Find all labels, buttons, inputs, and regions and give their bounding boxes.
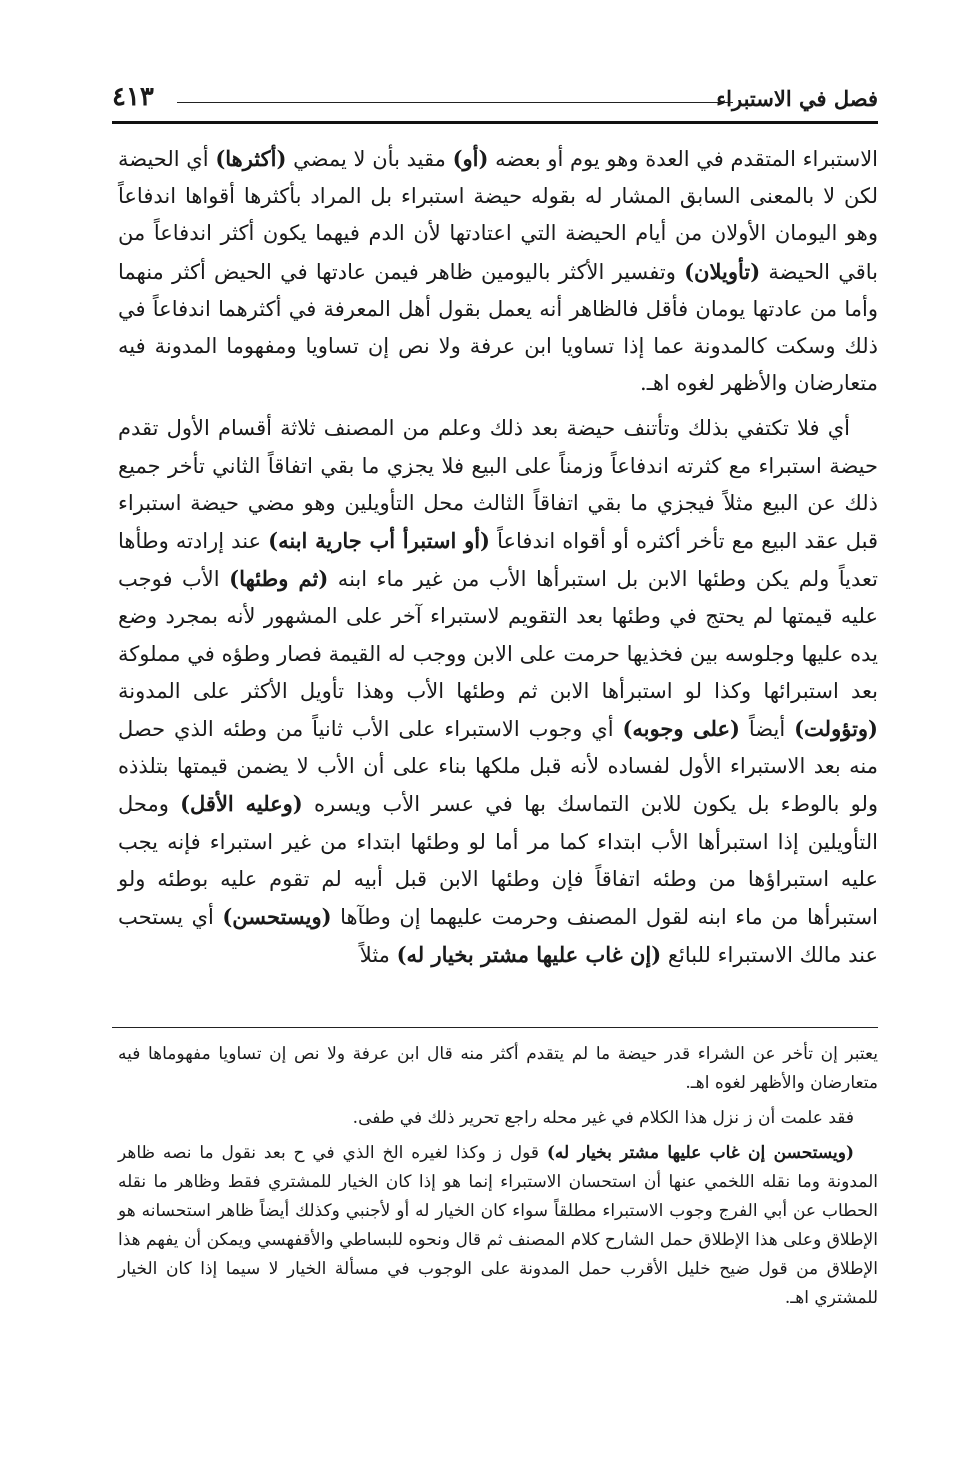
footnote-paragraph-2 xyxy=(118,1104,878,1133)
text-run: فقد علمت أن ز نزل هذا الكلام في غير محله راجع تحرير ذلك في طفى. xyxy=(352,1108,854,1128)
bold-term: (تأويلان) xyxy=(684,258,761,284)
text-run: وتفسير الأكثر باليومين ظاهر فيمن عادتها في الحيض أكثر منهما وأما من عادتها يومان فأقل فالظاهر أنه يعمل بقول أهل المعرفة في أكثرهما اندفاعاً في ذلك وسكت كالمدونة عما إذا تساويا ابن عرفة ولا نص إن تساويا ومفهوما المدونة فيه متعارضان والأظهر لغوه اهـ. xyxy=(118,259,878,396)
footnote-paragraph-1 xyxy=(118,1040,878,1098)
running-title: فصل في الاستبراء xyxy=(716,86,878,111)
bold-term: (أو) xyxy=(452,146,489,171)
text-run: الاستبراء المتقدم في العدة وهو يوم أو بعضه xyxy=(488,147,879,171)
bold-term: (أكثرها) xyxy=(215,146,287,171)
footnote-separator xyxy=(112,1027,878,1028)
bold-term: (ويستحسن إن غاب عليها مشتر بخيار له) xyxy=(546,1143,854,1163)
bold-term: (إن غاب عليها مشتر بخيار له) xyxy=(396,942,662,968)
text-run: يعتبر إن تأخر عن الشراء قدر حيضة ما لم يتقدم أكثر منه قال ابن عرفة ولا نص إن تساويا مفهوماها فيه متعارضان والأظهر لغوه اهـ. xyxy=(118,1044,878,1093)
text-run: مثلاً xyxy=(359,943,397,968)
bold-term: (على وجوبه) xyxy=(622,716,740,742)
page-number: ٤١٣ xyxy=(112,82,154,112)
text-run: أيضاً xyxy=(739,717,795,742)
bold-term: (وتؤولت) xyxy=(794,716,878,742)
text-run: أي وجوب الاستبراء على الأب ثانياً من وطئه الذي حصل منه بعد الاستبراء الأول لفساده لأنه قبل ملكها بناء على أن الأب لا يضمن قيمتها بتلذذه ولو بالوطء بل يكون للابن التماسك بها في عسر الأب ويسره xyxy=(118,717,878,817)
text-run: قول ز وكذا لغيره الخ الذي في ح بعد نقول ما نصه ظاهر المدونة وما نقله اللخمي عنها أن استحسان الاستبراء إنما هو إذا كان الخيار للمشتري فقط وظاهر ما نقله الحطاب عن أبي الفرج وجوب الاستبراء مطلقاً سواء كان الخيار له أو لأجنبي وكذلك أيضاً ظاهر استحسانه هو الإطلاق وعلى هذا الإطلاق حمل الشارح كلام المصنف ثم قال ونحوه للبساطي والأقفهسي ويمكن أن يفهم هذا الإطلاق من قول ضيح خليل الأقرب حمل المدونة على الوجوب في مسألة الخيار لا سيما إذا كان الخيار للمشتري اهـ. xyxy=(118,1143,878,1308)
main-text xyxy=(118,140,878,974)
footnote-paragraph-3 xyxy=(118,1139,878,1313)
main-paragraph-2 xyxy=(118,410,878,974)
text-run: أي فلا تكتفي بذلك وتأتنف حيضة بعد ذلك وعلم من المصنف ثلاثة أقسام الأول تقدم حيضة استبراء مع كثرته اندفاعاً وزمناً على البيع فلا يجزي ما بقي اتفاقاً الثاني تأخر جميع ذلك عن البيع مثلاً فيجزي ما بقي اتفاقاً الثالث محل التأويلين وهو مضي حيضة استبراء قبل عقد البيع مع تأخر أكثره أو أقواه اندفاعاً xyxy=(118,416,878,554)
text-run: الأب فوجب عليه قيمتها لم يحتج في وطئها بعد التقويم لاستبراء آخر على المشهور لأنه بمجرد وضع يده عليها وجلوسه بين فخذيها حرمت على الابن ووجب له القيمة فصار وطؤه في مملوكة بعد استبرائها وكذا لو استبرأها الابن ثم وطئها الأب وهذا تأويل الأكثر على المدونة xyxy=(118,567,878,703)
bold-term: (وعليه الأقل) xyxy=(180,791,303,817)
bold-term: (ثم وطئها) xyxy=(229,566,329,592)
bold-term: (ويستحسن) xyxy=(222,904,332,930)
text-run: أي الحيضة لكن لا بالمعنى السابق المشار له بقوله حيضة استبراء بل المراد بأكثرها أقواها اندفاعاً وهو اليومان الأولان من أيام الحيضة التي اعتادتها لأن الدم فيهما يكون أكثر اندفاعاً من باقي الحيضة xyxy=(118,147,878,284)
main-paragraph-1 xyxy=(118,140,878,402)
text-run: أي يستحب عند مالك الاستبراء للبائع xyxy=(118,905,878,968)
text-run: ومحل التأويلين إذا استبرأها الأب ابتداء كما مر أما لو وطئها ابتداء من غير استبراء فإنه يجب عليه استبراؤها من وطئه اتفاقاً فإن وطئها الابن قبل أبيه لم تقوم عليه بوطئه ولو استبرأها من ماء ابنه لقول المصنف وحرمت عليهما إن وطآها xyxy=(118,792,879,930)
text-run: مقيد بأن لا يمضي xyxy=(286,147,453,171)
footnotes xyxy=(118,1040,878,1313)
page-header xyxy=(112,82,878,122)
header-rule xyxy=(112,121,878,124)
bold-term: (أو استبرأ أب جارية ابنه) xyxy=(268,528,490,554)
text-run: عند إرادته وطأها تعدياً ولم يكن وطئها الابن بل استبرأها الأب من غير ماء ابنه xyxy=(118,529,879,592)
header-leader-line xyxy=(177,102,733,103)
